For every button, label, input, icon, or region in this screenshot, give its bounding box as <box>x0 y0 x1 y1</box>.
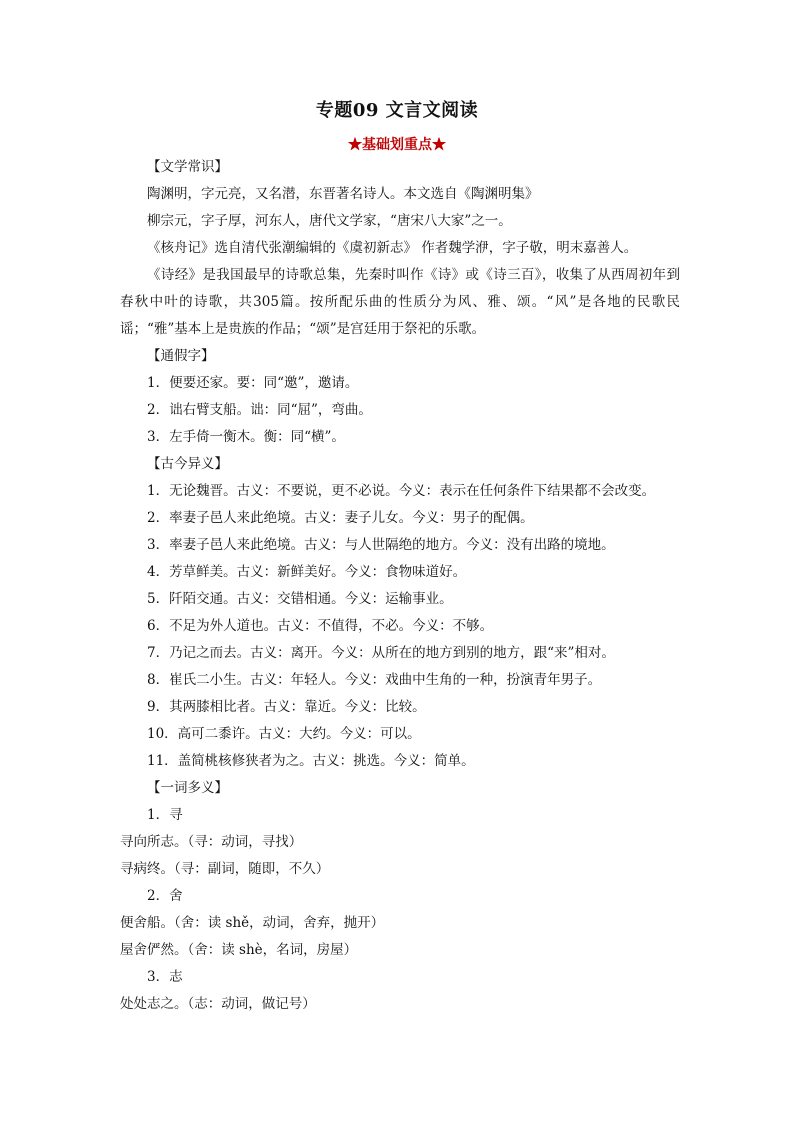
literature-line: 陶渊明，字元亮，又名潜，东晋著名诗人。本文选自《陶渊明集》 <box>147 186 539 202</box>
yici-example: 便舍船。（舍：读 shě，动词，舍弃，抛开） <box>120 915 385 931</box>
tongjia-item: 1．便要还家。要：同“邀”，邀请。 <box>147 375 359 391</box>
gujin-item: 6．不足为外人道也。古义：不值得，不必。今义：不够。 <box>147 618 494 634</box>
literature-line: 《核舟记》选自清代张潮编辑的《虞初新志》 作者魏学洢，字子敬，明末嘉善人。 <box>147 240 638 256</box>
page-title: 专题09 文言文阅读 <box>315 100 479 121</box>
tongjia-item: 2．诎右臂支船。诎：同“屈”，弯曲。 <box>147 402 372 418</box>
section-heading-literature: 【文学常识】 <box>147 159 228 175</box>
yici-word: 1．寻 <box>147 807 183 823</box>
document-body <box>120 154 680 1018</box>
page-subtitle: ★基础划重点★ <box>348 137 446 153</box>
gujin-item: 1．无论魏晋。古义：不要说，更不必说。今义：表示在任何条件下结果都不会改变。 <box>147 483 656 499</box>
literature-paragraph: 《诗经》是我国最早的诗歌总集，先秦时叫作《诗》或《诗三百》，收集了从西周初年到春秋中叶的诗歌，共305篇。按所配乐曲的性质分为风、雅、颂。“风”是各地的民歌民谣；“雅”基本上是贵族的作品；“颂”是宫廷用于祭祀的乐歌。 <box>120 267 680 337</box>
gujin-item: 8．崔氏二小生。古义：年轻人。今义：戏曲中生角的一种，扮演青年男子。 <box>147 672 602 688</box>
yici-word: 2．舍 <box>147 888 183 904</box>
yici-example: 屋舍俨然。（舍：读 shè，名词，房屋） <box>120 942 358 958</box>
yici-word: 3．志 <box>147 969 183 985</box>
yici-example: 寻向所志。（寻：动词，寻找） <box>120 834 303 850</box>
gujin-item: 11．盖简桃核修狭者为之。古义：挑选。今义：简单。 <box>147 753 475 769</box>
gujin-item: 5．阡陌交通。古义：交错相通。今义：运输事业。 <box>147 591 453 607</box>
gujin-item: 2．率妻子邑人来此绝境。古义：妻子儿女。今义：男子的配偶。 <box>147 510 534 526</box>
section-heading-gujin: 【古今异义】 <box>147 456 228 472</box>
gujin-item: 9．其两膝相比者。古义：靠近。今义：比较。 <box>147 699 426 715</box>
section-heading-yici: 【一词多义】 <box>147 780 228 796</box>
tongjia-item: 3．左手倚一衡木。衡：同“横”。 <box>147 429 345 445</box>
gujin-item: 10．高可二黍许。古义：大约。今义：可以。 <box>147 726 421 742</box>
literature-line: 柳宗元，字子厚，河东人，唐代文学家，“唐宋八大家”之一。 <box>147 213 512 229</box>
yici-example: 处处志之。（志：动词，做记号） <box>120 996 316 1012</box>
gujin-item: 7．乃记之而去。古义：离开。今义：从所在的地方到别的地方，跟“来”相对。 <box>147 645 615 661</box>
yici-example: 寻病终。（寻：副词，随即，不久） <box>120 861 330 877</box>
gujin-item: 3．率妻子邑人来此绝境。古义：与人世隔绝的地方。今义：没有出路的境地。 <box>147 537 615 553</box>
section-heading-tongjia: 【通假字】 <box>147 348 215 364</box>
gujin-item: 4．芳草鲜美。古义：新鲜美好。今义：食物味道好。 <box>147 564 467 580</box>
